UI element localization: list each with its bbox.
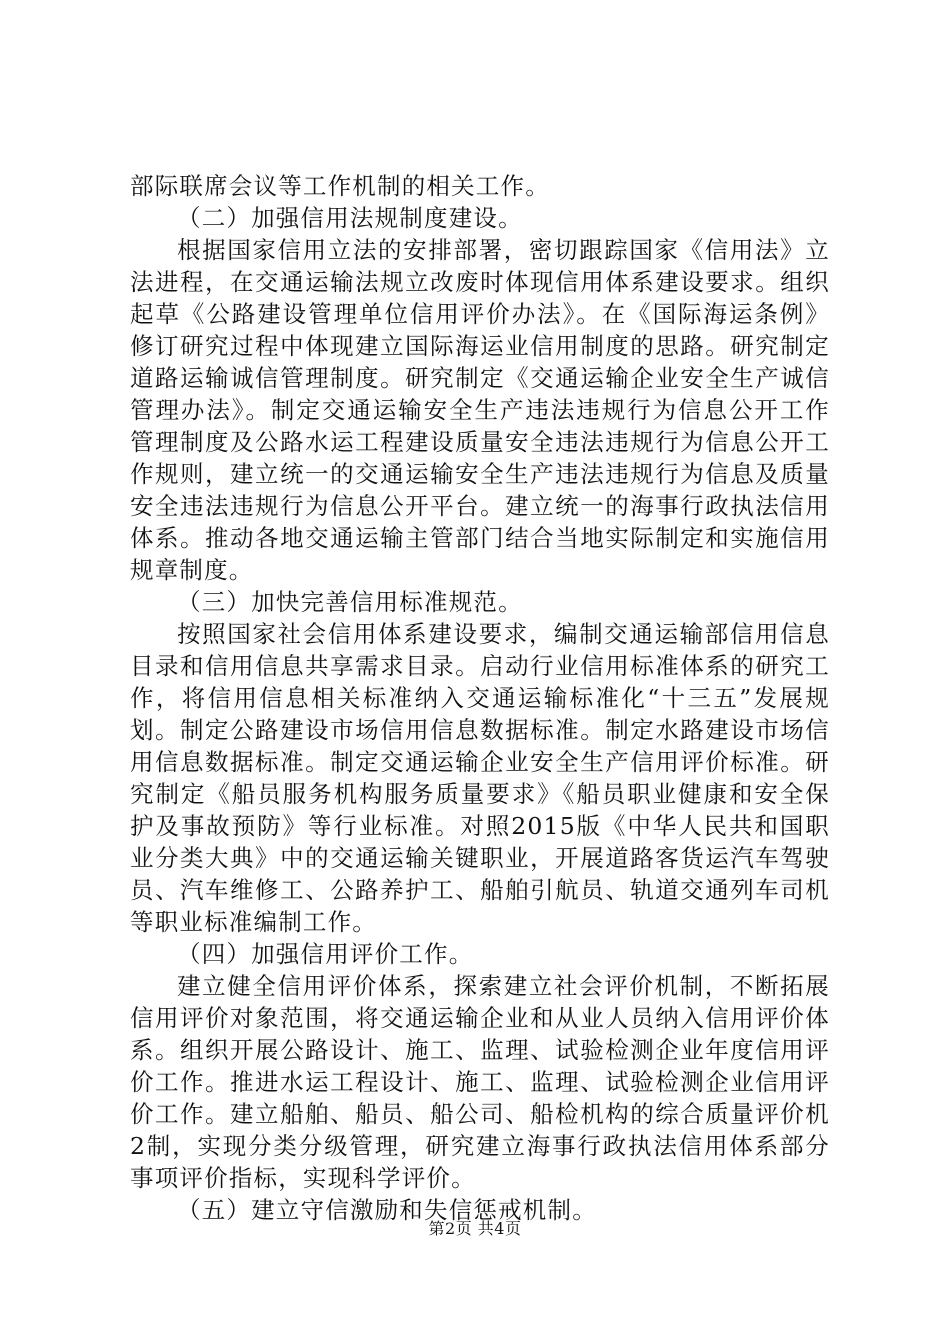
document-body [130, 170, 830, 1226]
body-paragraph: 根据国家信用立法的安排部署，密切跟踪国家《信用法》立法进程，在交通运输法规立改废时体现信用体系建设要求。组织起草《公路建设管理单位信用评价办法》。在《国际海运条例》修订研究过程中体现建立国际海运业信用制度的思路。研究制定道路运输诚信管理制度。研究制定《交通运输企业安全生产诚信管理办法》。制定交通运输安全生产违法违规行为信息公开工作管理制度及公路水运工程建设质量安全违法违规行为信息公开工作规则，建立统一的交通运输安全生产违法违规行为信息及质量安全违法违规行为信息公开平台。建立统一的海事行政执法信用体系。推动各地交通运输主管部门结合当地实际制定和实施信用规章制度。 [130, 236, 830, 584]
section-heading: （五）建立守信激励和失信惩戒机制。 [177, 1196, 597, 1224]
body-paragraph: 部际联席会议等工作机制的相关工作。 [130, 172, 550, 200]
body-paragraph: 按照国家社会信用体系建设要求，编制交通运输部信用信息目录和信用信息共享需求目录。启动行业信用标准体系的研究工作，将信用信息相关标准纳入交通运输标准化“十三五”发展规划。制定公路建设市场信用信息数据标准。制定水路建设市场信用信息数据标准。制定交通运输企业安全生产信用评价标准。研究制定《船员服务机构服务质量要求》《船员职业健康和安全保护及事故预防》等行业标准。对照2015版《中华人民共和国职业分类大典》中的交通运输关键职业，开展道路客货运汽车驾驶员、汽车维修工、公路养护工、船舶引航员、轨道交通列车司机等职业标准编制工作。 [130, 620, 830, 936]
section-heading: （四）加强信用评价工作。 [177, 940, 474, 968]
body-paragraph: 建立健全信用评价体系，探索建立社会评价机制，不断拓展信用评价对象范围，将交通运输企业和从业人员纳入信用评价体系。组织开展公路设计、施工、监理、试验检测企业年度信用评价工作。推进水运工程设计、施工、监理、试验检测企业信用评价工作。建立船舶、船员、船公司、船检机构的综合质量评价机2制，实现分类分级管理，研究建立海事行政执法信用体系部分事项评价指标，实现科学评价。 [130, 972, 830, 1192]
section-heading: （三）加快完善信用标准规范。 [177, 588, 523, 616]
page-number-footer: 第2页 共4页 [428, 1219, 522, 1238]
section-heading: （二）加强信用法规制度建设。 [177, 204, 523, 232]
